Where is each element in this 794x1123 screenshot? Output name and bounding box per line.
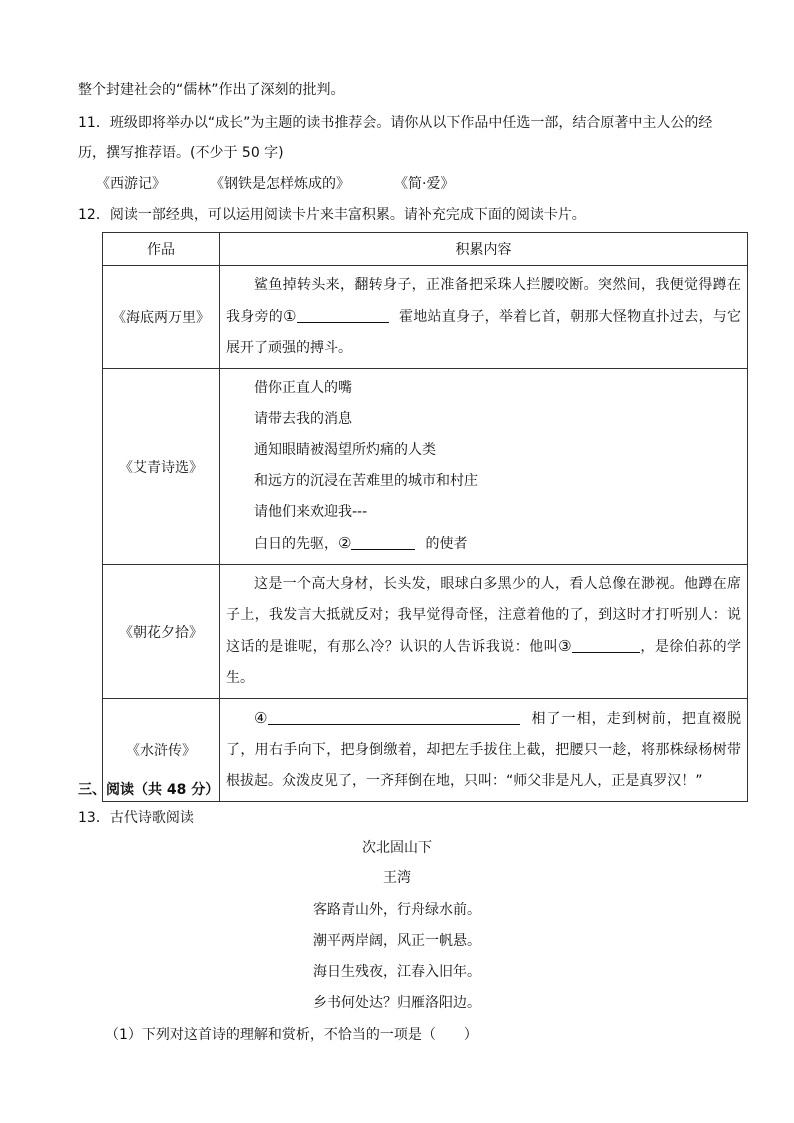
card-content [220,699,748,802]
poem-line: 的使者 [425,536,468,552]
table-row [103,266,748,369]
table-header-row [103,233,748,266]
poem-line: 客路青山外，行舟绿水前。 [313,902,481,918]
card-text: ，是徐伯荪的学生。 [226,639,742,686]
q11-line1: 11．班级即将举办以“成长”为主题的读书推荐会。请你从以下作品中任选一部，结合原著中主人公的经 [78,115,713,131]
poem-author: 王湾 [383,870,411,886]
blank-number: ④ [254,709,269,727]
card-text: 相了一相，走到树前，把直裰脱了，用右手向下，把身倒缴着，却把左手拔住上截，把腰只一趁，将那株绿杨树带根拔起。众泼皮见了，一齐拜倒在地，只叫：“师父非是凡人，正是真罗汉！” [226,711,741,789]
fill-blank[interactable] [297,306,389,323]
work-title: 《艾青诗选》 [103,369,220,565]
blank-number: ① [283,307,297,325]
card-text: 这是一个高大身材，长头发，眼球白多黑少的人，看人总像在渺视。他蹲在席子上，我发言大抵就反对；我早觉得奇怪，注意着他的了，到这时才打听别人：说这话的是谁呢，有那么冷？认识的人告诉我说：他叫 [226,576,741,655]
card-content [220,565,748,699]
work-title: 《朝花夕拾》 [103,565,220,699]
book-option: 《简·爱》 [394,176,455,192]
table-row [103,369,748,565]
poem-line: 请带去我的消息 [254,411,352,427]
card-content [220,369,748,565]
work-title: 《水浒传》 [103,699,220,802]
q12-line: 12．阅读一部经典，可以运用阅读卡片来丰富积累。请补充完成下面的阅读卡片。 [78,207,586,223]
q13-sub1: （1）下列对这首诗的理解和赏析，不恰当的一项是（ ） [105,1027,478,1043]
fill-blank[interactable] [351,533,415,550]
work-title: 《海底两万里》 [103,266,220,369]
reading-card-table [102,232,748,802]
poem-line: 请他们来欢迎我--- [254,504,368,520]
poem-line: 潮平两岸阔，风正一帆悬。 [313,933,481,949]
header-work: 作品 [103,233,220,266]
poem-line: 乡书何处达？归雁洛阳边。 [313,995,481,1011]
intro-line: 整个封建社会的“儒林”作出了深刻的批判。 [78,82,345,98]
poem-line: 海日生残夜，江春入旧年。 [313,964,481,980]
poem-line: 通知眼睛被渴望所灼痛的人类 [254,442,436,458]
header-content: 积累内容 [220,233,748,266]
card-text: 鲨鱼掉转头来，翻转身子，正准备把采珠人拦腰咬断。突然间，我便觉得蹲在我身旁的 [226,277,741,325]
fill-blank[interactable] [268,708,520,725]
q13-label: 13．古代诗歌阅读 [78,810,194,826]
card-content [220,266,748,369]
poem-line: 和远方的沉浸在苦难里的城市和村庄 [254,473,478,489]
q11-book-list [96,174,454,194]
blank-number: ② [338,534,352,552]
card-text: 霍地站直身子，举着匕首，朝那大怪物直扑过去，与它展开了顽强的搏斗。 [226,309,742,356]
table-row [103,565,748,699]
poem-line: 白日的先驱， [254,536,338,552]
book-option: 《钢铁是怎样炼成的》 [210,176,350,192]
book-option: 《西游记》 [96,176,166,192]
poem-line: 借你正直人的嘴 [254,380,352,396]
fill-blank[interactable] [572,636,640,653]
blank-number: ③ [558,637,572,655]
section-heading: 三、阅读（共 48 分） [78,782,220,798]
q11-line2: 历，撰写推荐语。(不少于 50 字) [78,145,284,161]
poem-title: 次北固山下 [362,840,432,856]
